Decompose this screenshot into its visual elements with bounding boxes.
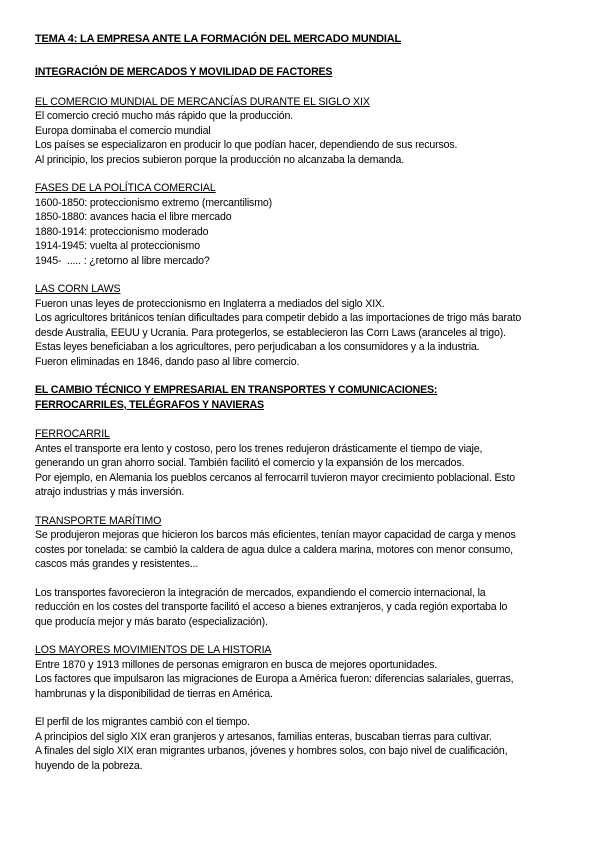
paragraph-line: El perfil de los migrantes cambió con el tiempo. [35,716,250,728]
paragraph-line: Entre 1870 y 1913 millones de personas emigraron en busca de mejores oportunidades. [35,658,438,671]
list-item: 1850-1880: avances hacia el libre mercado [35,211,232,223]
section-heading-cambio-tecnico-line2: FERROCARRILES, TELÉGRAFOS Y NAVIERAS [35,398,264,411]
list-item: 1600-1850: proteccionismo extremo (mercantilismo) [35,196,272,209]
paragraph-line: El comercio creció mucho más rápido que la producción. [35,110,294,122]
list-item: 1914-1945: vuelta al proteccionismo [35,240,200,252]
paragraph-line: Los agricultores británicos tenían dificultades para competir debido a las importaciones de trigo más barato [35,312,522,324]
paragraph-line: Los países se especializaron en producir lo que podían hacer, dependiendo de sus recursos. [35,139,458,151]
paragraph-line: cascos más grandes y resistentes... [35,558,199,570]
paragraph-line: generando un gran ahorro social. También facilitó el comercio y la expansión de los mercados. [35,457,465,469]
section-heading-integracion: INTEGRACIÓN DE MERCADOS Y MOVILIDAD DE FACTORES [35,66,333,78]
paragraph-line: reducción en los costes del transporte facilitó el acceso a bienes extranjeros, y cada región exportaba lo [35,601,508,613]
paragraph-line: A principios del siglo XIX eran granjeros y artesanos, familias enteras, buscaban tierras para cultivar. [35,730,492,743]
subheading-ferrocarril: FERROCARRIL [35,428,110,440]
paragraph-line: Al principio, los precios subieron porque la producción no alcanzaba la demanda. [35,153,405,166]
paragraph-line: que producía mejor y más barato (especialización). [35,615,268,628]
paragraph-line: Los transportes favorecieron la integración de mercados, expandiendo el comercio internacional, la [35,586,486,599]
paragraph-line: Se produjeron mejoras que hicieron los barcos más eficientes, tenían mayor capacidad de carga y menos [35,529,516,541]
paragraph-line: huyendo de la pobreza. [35,759,143,772]
paragraph-line: Los factores que impulsaron las migraciones de Europa a América fueron: diferencias salariales, guerras, [35,673,514,685]
paragraph-line: Estas leyes beneficiaban a los agricultores, pero perjudicaban a los consumidores y a la industria. [35,341,480,353]
section-heading-cambio-tecnico: EL CAMBIO TÉCNICO Y EMPRESARIAL EN TRANSPORTES Y COMUNICACIONES: [35,384,438,396]
paragraph-line: hambrunas y la disponibilidad de tierras en América. [35,687,273,700]
subheading-transporte-maritimo: TRANSPORTE MARÍTIMO [35,514,162,527]
document-title: TEMA 4: LA EMPRESA ANTE LA FORMACIÓN DEL MERCADO MUNDIAL [35,33,402,45]
paragraph-line: Fueron unas leyes de proteccionismo en Inglaterra a mediados del siglo XIX. [35,297,385,310]
paragraph-line: Antes el transporte era lento y costoso, pero los trenes redujeron drásticamente el tiempo de viaje, [35,442,483,455]
paragraph-line: A finales del siglo XIX eran migrantes urbanos, jóvenes y hombres solos, con bajo nivel de cualificación, [35,745,508,757]
paragraph-line: costes por tonelada: se cambió la caldera de agua dulce a caldera marina, motores con menor consumo, [35,543,513,556]
subheading-fases-politica: FASES DE LA POLÍTICA COMERCIAL [35,182,216,194]
document-body [35,32,580,773]
subheading-comercio-mundial: EL COMERCIO MUNDIAL DE MERCANCÍAS DURANTE EL SIGLO XIX [35,95,370,108]
paragraph-line: Europa dominaba el comercio mundial [35,124,211,137]
paragraph-line: atrajo industrias y más inversión. [35,486,185,498]
subheading-movimientos-historia: LOS MAYORES MOVIMIENTOS DE LA HISTORIA [35,644,272,656]
subheading-corn-laws: LAS CORN LAWS [35,283,121,295]
list-item: 1880-1914: proteccionismo moderado [35,225,209,238]
list-item: 1945- ..... : ¿retorno al libre mercado? [35,254,210,267]
paragraph-line: desde Australia, EEUU y Ucrania. Para protegerlos, se establecieron las Corn Laws (aranceles al trigo). [35,326,506,339]
paragraph-line: Fueron eliminadas en 1846, dando paso al libre comercio. [35,355,300,368]
paragraph-line: Por ejemplo, en Alemania los pueblos cercanos al ferrocarril tuvieron mayor crecimiento poblacional. Esto [35,471,516,484]
